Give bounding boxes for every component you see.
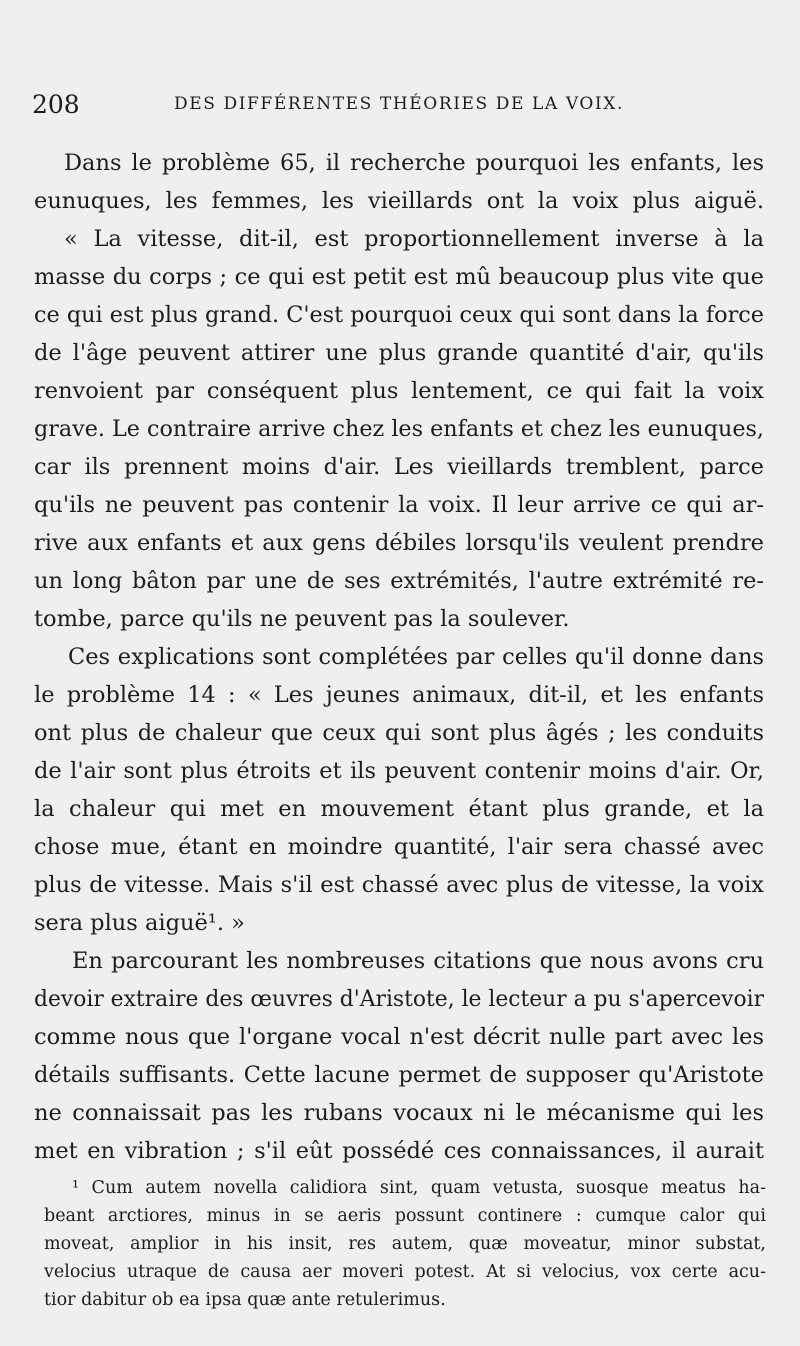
text-line: met en vibration ; s'il eût possédé ces connaissances, il aurait bbox=[34, 1138, 764, 1164]
text-line: tombe, parce qu'ils ne peuvent pas la soulever. bbox=[34, 606, 570, 632]
text-line: détails suffisants. Cette lacune permet de supposer qu'Aristote bbox=[34, 1062, 764, 1088]
footnote-line: velocius utraque de causa aer moveri potest. At si velocius, vox certe acu- bbox=[44, 1262, 766, 1282]
text-line: grave. Le contraire arrive chez les enfants et chez les eunuques, bbox=[34, 416, 764, 442]
footnote-line: beant arctiores, minus in se aeris possunt continere : cumque calor qui bbox=[44, 1206, 766, 1226]
text-line: de l'air sont plus étroits et ils peuvent contenir moins d'air. Or, bbox=[34, 758, 764, 784]
text-line: chose mue, étant en moindre quantité, l'air sera chassé avec bbox=[34, 834, 764, 860]
text-line: En parcourant les nombreuses citations que nous avons cru bbox=[72, 948, 764, 974]
text-line: Ces explications sont complétées par celles qu'il donne dans bbox=[68, 644, 764, 670]
text-line: devoir extraire des œuvres d'Aristote, le lecteur a pu s'apercevoir bbox=[34, 986, 764, 1012]
text-line: le problème 14 : « Les jeunes animaux, dit-il, et les enfants bbox=[34, 682, 764, 708]
text-line: comme nous que l'organe vocal n'est décrit nulle part avec les bbox=[34, 1024, 764, 1050]
text-line: masse du corps ; ce qui est petit est mû beaucoup plus vite que bbox=[34, 264, 764, 290]
body-text bbox=[34, 144, 764, 1170]
text-line: « La vitesse, dit-il, est proportionnellement inverse à la bbox=[64, 226, 764, 252]
text-line: ce qui est plus grand. C'est pourquoi ceux qui sont dans la force bbox=[34, 302, 764, 328]
text-line: ne connaissait pas les rubans vocaux ni le mécanisme qui les bbox=[34, 1100, 764, 1126]
text-line: plus de vitesse. Mais s'il est chassé avec plus de vitesse, la voix bbox=[34, 872, 764, 898]
text-line: un long bâton par une de ses extrémités, l'autre extrémité re- bbox=[34, 568, 764, 594]
footnote-line: tior dabitur ob ea ipsa quæ ante retulerimus. bbox=[44, 1290, 446, 1310]
footnote-line: moveat, amplior in his insit, res autem, quæ moveatur, minor substat, bbox=[44, 1234, 766, 1254]
text-line: sera plus aiguë¹. » bbox=[34, 910, 245, 936]
text-line: de l'âge peuvent attirer une plus grande quantité d'air, qu'ils bbox=[34, 340, 764, 366]
text-line: car ils prennent moins d'air. Les vieillards tremblent, parce bbox=[34, 454, 764, 480]
text-line: la chaleur qui met en mouvement étant plus grande, et la bbox=[34, 796, 764, 822]
running-head: DES DIFFÉRENTES THÉORIES DE LA VOIX. bbox=[174, 94, 624, 114]
text-line: Dans le problème 65, il recherche pourquoi les enfants, les bbox=[64, 150, 764, 176]
text-line: eunuques, les femmes, les vieillards ont la voix plus aiguë. bbox=[34, 188, 764, 214]
text-line: rive aux enfants et aux gens débiles lorsqu'ils veulent prendre bbox=[34, 530, 764, 556]
page-number: 208 bbox=[32, 90, 80, 119]
footnote-line: ¹ Cum autem novella calidiora sint, quam vetusta, suosque meatus ha- bbox=[72, 1178, 766, 1198]
page-header bbox=[30, 90, 760, 126]
footnote bbox=[44, 1174, 766, 1314]
text-line: renvoient par conséquent plus lentement, ce qui fait la voix bbox=[34, 378, 764, 404]
text-line: qu'ils ne peuvent pas contenir la voix. Il leur arrive ce qui ar- bbox=[34, 492, 764, 518]
text-line: ont plus de chaleur que ceux qui sont plus âgés ; les conduits bbox=[34, 720, 764, 746]
